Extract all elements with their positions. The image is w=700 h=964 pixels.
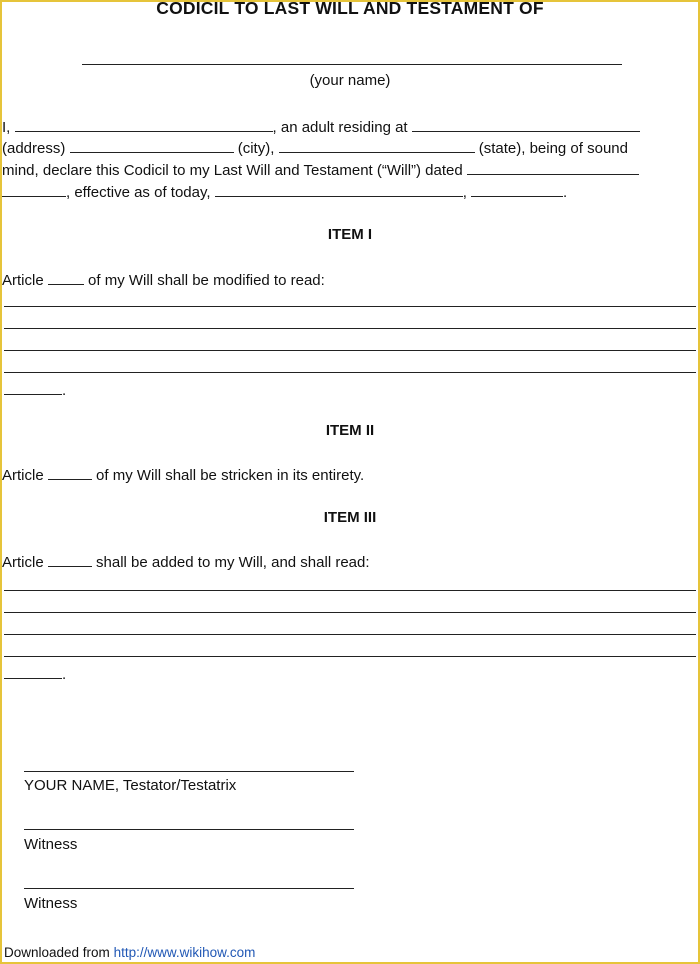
item-1-article <box>2 270 325 289</box>
item-1-line-2[interactable] <box>4 328 696 329</box>
intro-line-2 <box>2 138 628 157</box>
item-3-article-number-blank[interactable] <box>48 552 92 567</box>
testator-signature-line[interactable] <box>24 771 354 772</box>
item-3-line-4[interactable] <box>4 656 696 657</box>
will-date-blank[interactable] <box>467 160 639 175</box>
footer-prefix: Downloaded from <box>4 945 110 960</box>
document-title: CODICIL TO LAST WILL AND TESTAMENT OF <box>156 0 544 18</box>
intro-period: . <box>563 184 568 201</box>
item-2-article-number-blank[interactable] <box>48 465 92 480</box>
intro-comma: , <box>462 184 467 201</box>
item-1-end-period: . <box>62 382 67 399</box>
witness-2-label: Witness <box>24 895 78 912</box>
year-blank[interactable] <box>2 182 66 197</box>
footer <box>4 945 255 960</box>
item-1-heading: ITEM I <box>327 226 373 243</box>
item-3-end-period: . <box>62 666 67 683</box>
item-3-article-label: Article <box>2 554 44 571</box>
item-1-article-label: Article <box>2 272 44 289</box>
item-1-line-3[interactable] <box>4 350 696 351</box>
item-1-article-number-blank[interactable] <box>48 270 84 285</box>
witness-1-signature-line[interactable] <box>24 829 354 830</box>
effective-year-blank[interactable] <box>471 182 563 197</box>
effective-date-blank[interactable] <box>215 182 463 197</box>
item-3-article-text: shall be added to my Will, and shall read: <box>96 554 370 571</box>
item-3-line-3[interactable] <box>4 634 696 635</box>
witness-2-signature-line[interactable] <box>24 888 354 889</box>
intro-i: I, <box>2 119 11 136</box>
item-3-line-2[interactable] <box>4 612 696 613</box>
intro-effective: , effective as of today, <box>66 184 211 201</box>
item-1-line-4[interactable] <box>4 372 696 373</box>
intro-line-4 <box>2 182 567 201</box>
item-3-line-1[interactable] <box>4 590 696 591</box>
witness-1-label: Witness <box>24 836 78 853</box>
intro-line-1 <box>2 117 640 136</box>
item-3-article <box>2 552 370 571</box>
city-blank[interactable] <box>70 138 234 153</box>
intro-city: (city), <box>237 140 275 157</box>
item-1-article-text: of my Will shall be modified to read: <box>88 272 325 289</box>
intro-residing: , an adult residing at <box>272 119 408 136</box>
intro-address: (address) <box>2 140 66 157</box>
item-2-heading: ITEM II <box>325 422 375 439</box>
item-1-end-line <box>4 380 66 399</box>
testator-label: YOUR NAME, Testator/Testatrix <box>24 777 237 794</box>
item-1-line-1[interactable] <box>4 306 696 307</box>
state-blank[interactable] <box>279 138 475 153</box>
name-blank[interactable] <box>15 117 273 132</box>
item-2-article <box>2 465 364 484</box>
item-3-end-blank[interactable] <box>4 664 62 679</box>
name-line[interactable] <box>82 64 622 65</box>
footer-link[interactable]: http://www.wikihow.com <box>113 945 256 960</box>
name-caption: (your name) <box>309 72 391 89</box>
intro-state: (state), being of sound <box>478 140 628 157</box>
item-1-end-blank[interactable] <box>4 380 62 395</box>
item-2-article-label: Article <box>2 467 44 484</box>
item-3-end-line <box>4 664 66 683</box>
intro-line-3 <box>2 160 639 179</box>
item-3-heading: ITEM III <box>323 509 377 526</box>
address-blank[interactable] <box>412 117 640 132</box>
item-2-article-text: of my Will shall be stricken in its entirety. <box>96 467 365 484</box>
intro-declare: mind, declare this Codicil to my Last Will and Testament (“Will”) dated <box>2 162 463 179</box>
